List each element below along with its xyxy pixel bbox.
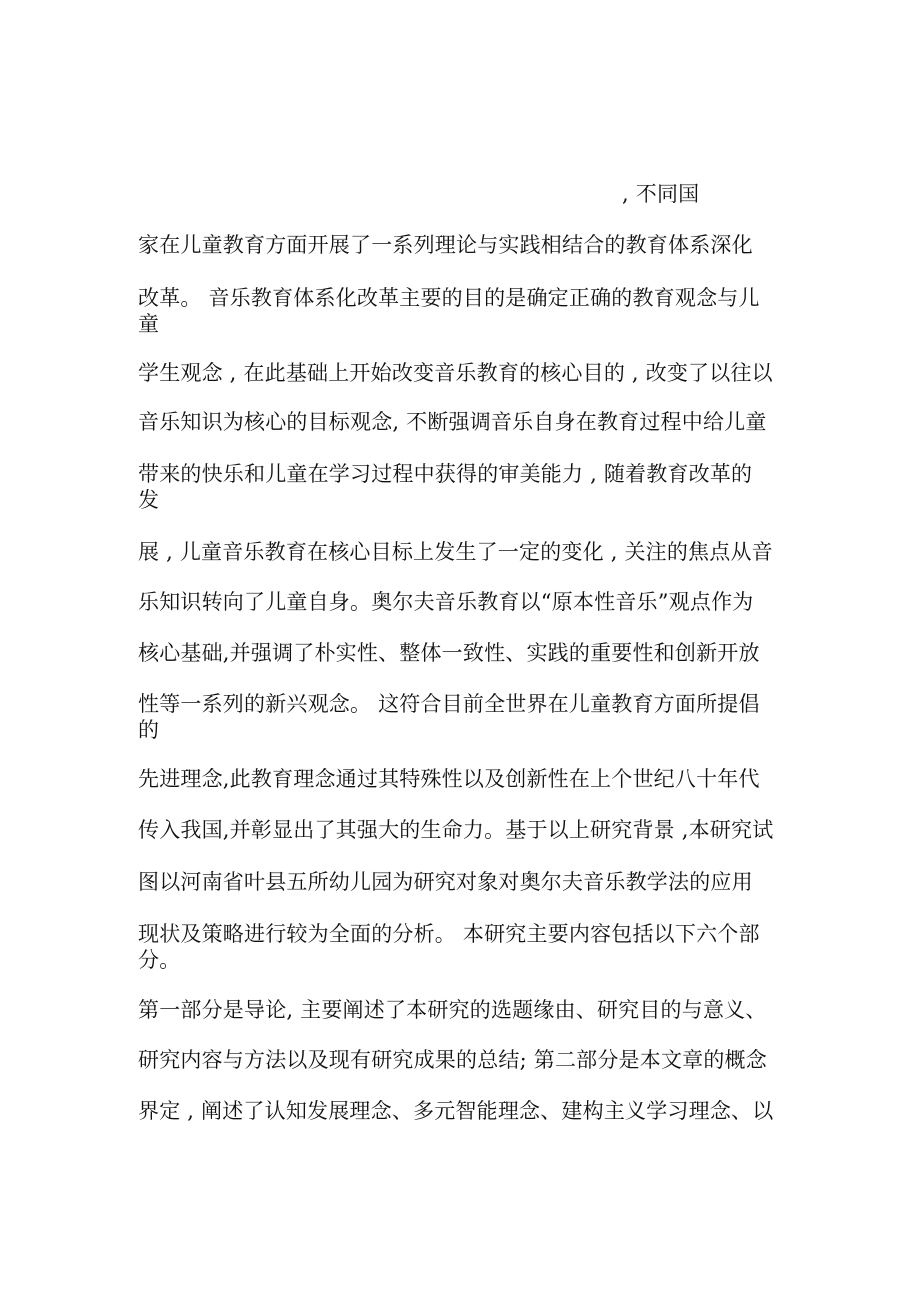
text-line: 家在儿童教育方面开展了一系列理论与实践相结合的教育体系深化 <box>138 233 753 257</box>
text-line: 乐知识转向了儿童自身。奥尔夫音乐教育以“原本性音乐”观点作为 <box>138 590 754 614</box>
text-line: 性等一系列的新兴观念。 这符合目前全世界在儿童教育方面所提倡 <box>138 692 760 716</box>
text-line: 核心基础,并强调了朴实性、整体一致性、实践的重要性和创新开放 <box>138 641 760 665</box>
text-line: 的 <box>138 718 160 742</box>
text-line: 先进理念,此教育理念通过其特殊性以及创新性在上个世纪八十年代 <box>138 767 760 791</box>
text-line: 带来的快乐和儿童在学习过程中获得的审美能力 , 随着教育改革的 <box>138 462 753 486</box>
text-line: 音乐知识为核心的目标观念, 不断强调音乐自身在教育过程中给儿童 <box>138 410 767 434</box>
text-line: 改革。 音乐教育体系化改革主要的目的是确定正确的教育观念与儿 <box>138 286 760 310</box>
text-line: 现状及策略进行较为全面的分析。 本研究主要内容包括以下六个部 <box>138 922 760 946</box>
text-line: , 不同国 <box>622 182 700 206</box>
text-line: 图以河南省叶县五所幼儿园为研究对象对奥尔夫音乐教学法的应用 <box>138 870 753 894</box>
text-line: 童 <box>138 312 160 336</box>
text-line: 展 , 儿童音乐教育在核心目标上发生了一定的变化 , 关注的焦点从音 <box>138 540 773 564</box>
text-line: 分。 <box>138 948 181 972</box>
text-line: 传入我国,并彰显出了其强大的生命力。基于以上研究背景 ,本研究试 <box>138 818 774 842</box>
text-line: 界定 , 阐述了认知发展理念、多元智能理念、建构主义学习理念、以 <box>138 1099 774 1123</box>
text-line: 发 <box>138 488 160 512</box>
text-line: 研究内容与方法以及现有研究成果的总结; 第二部分是本文章的概念 <box>138 1048 767 1072</box>
text-line: 学生观念 , 在此基础上开始改变音乐教育的核心目的 , 改变了以往以 <box>138 361 773 385</box>
text-line: 第一部分是导论, 主要阐述了本研究的选题缘由、研究目的与意义、 <box>138 998 767 1022</box>
